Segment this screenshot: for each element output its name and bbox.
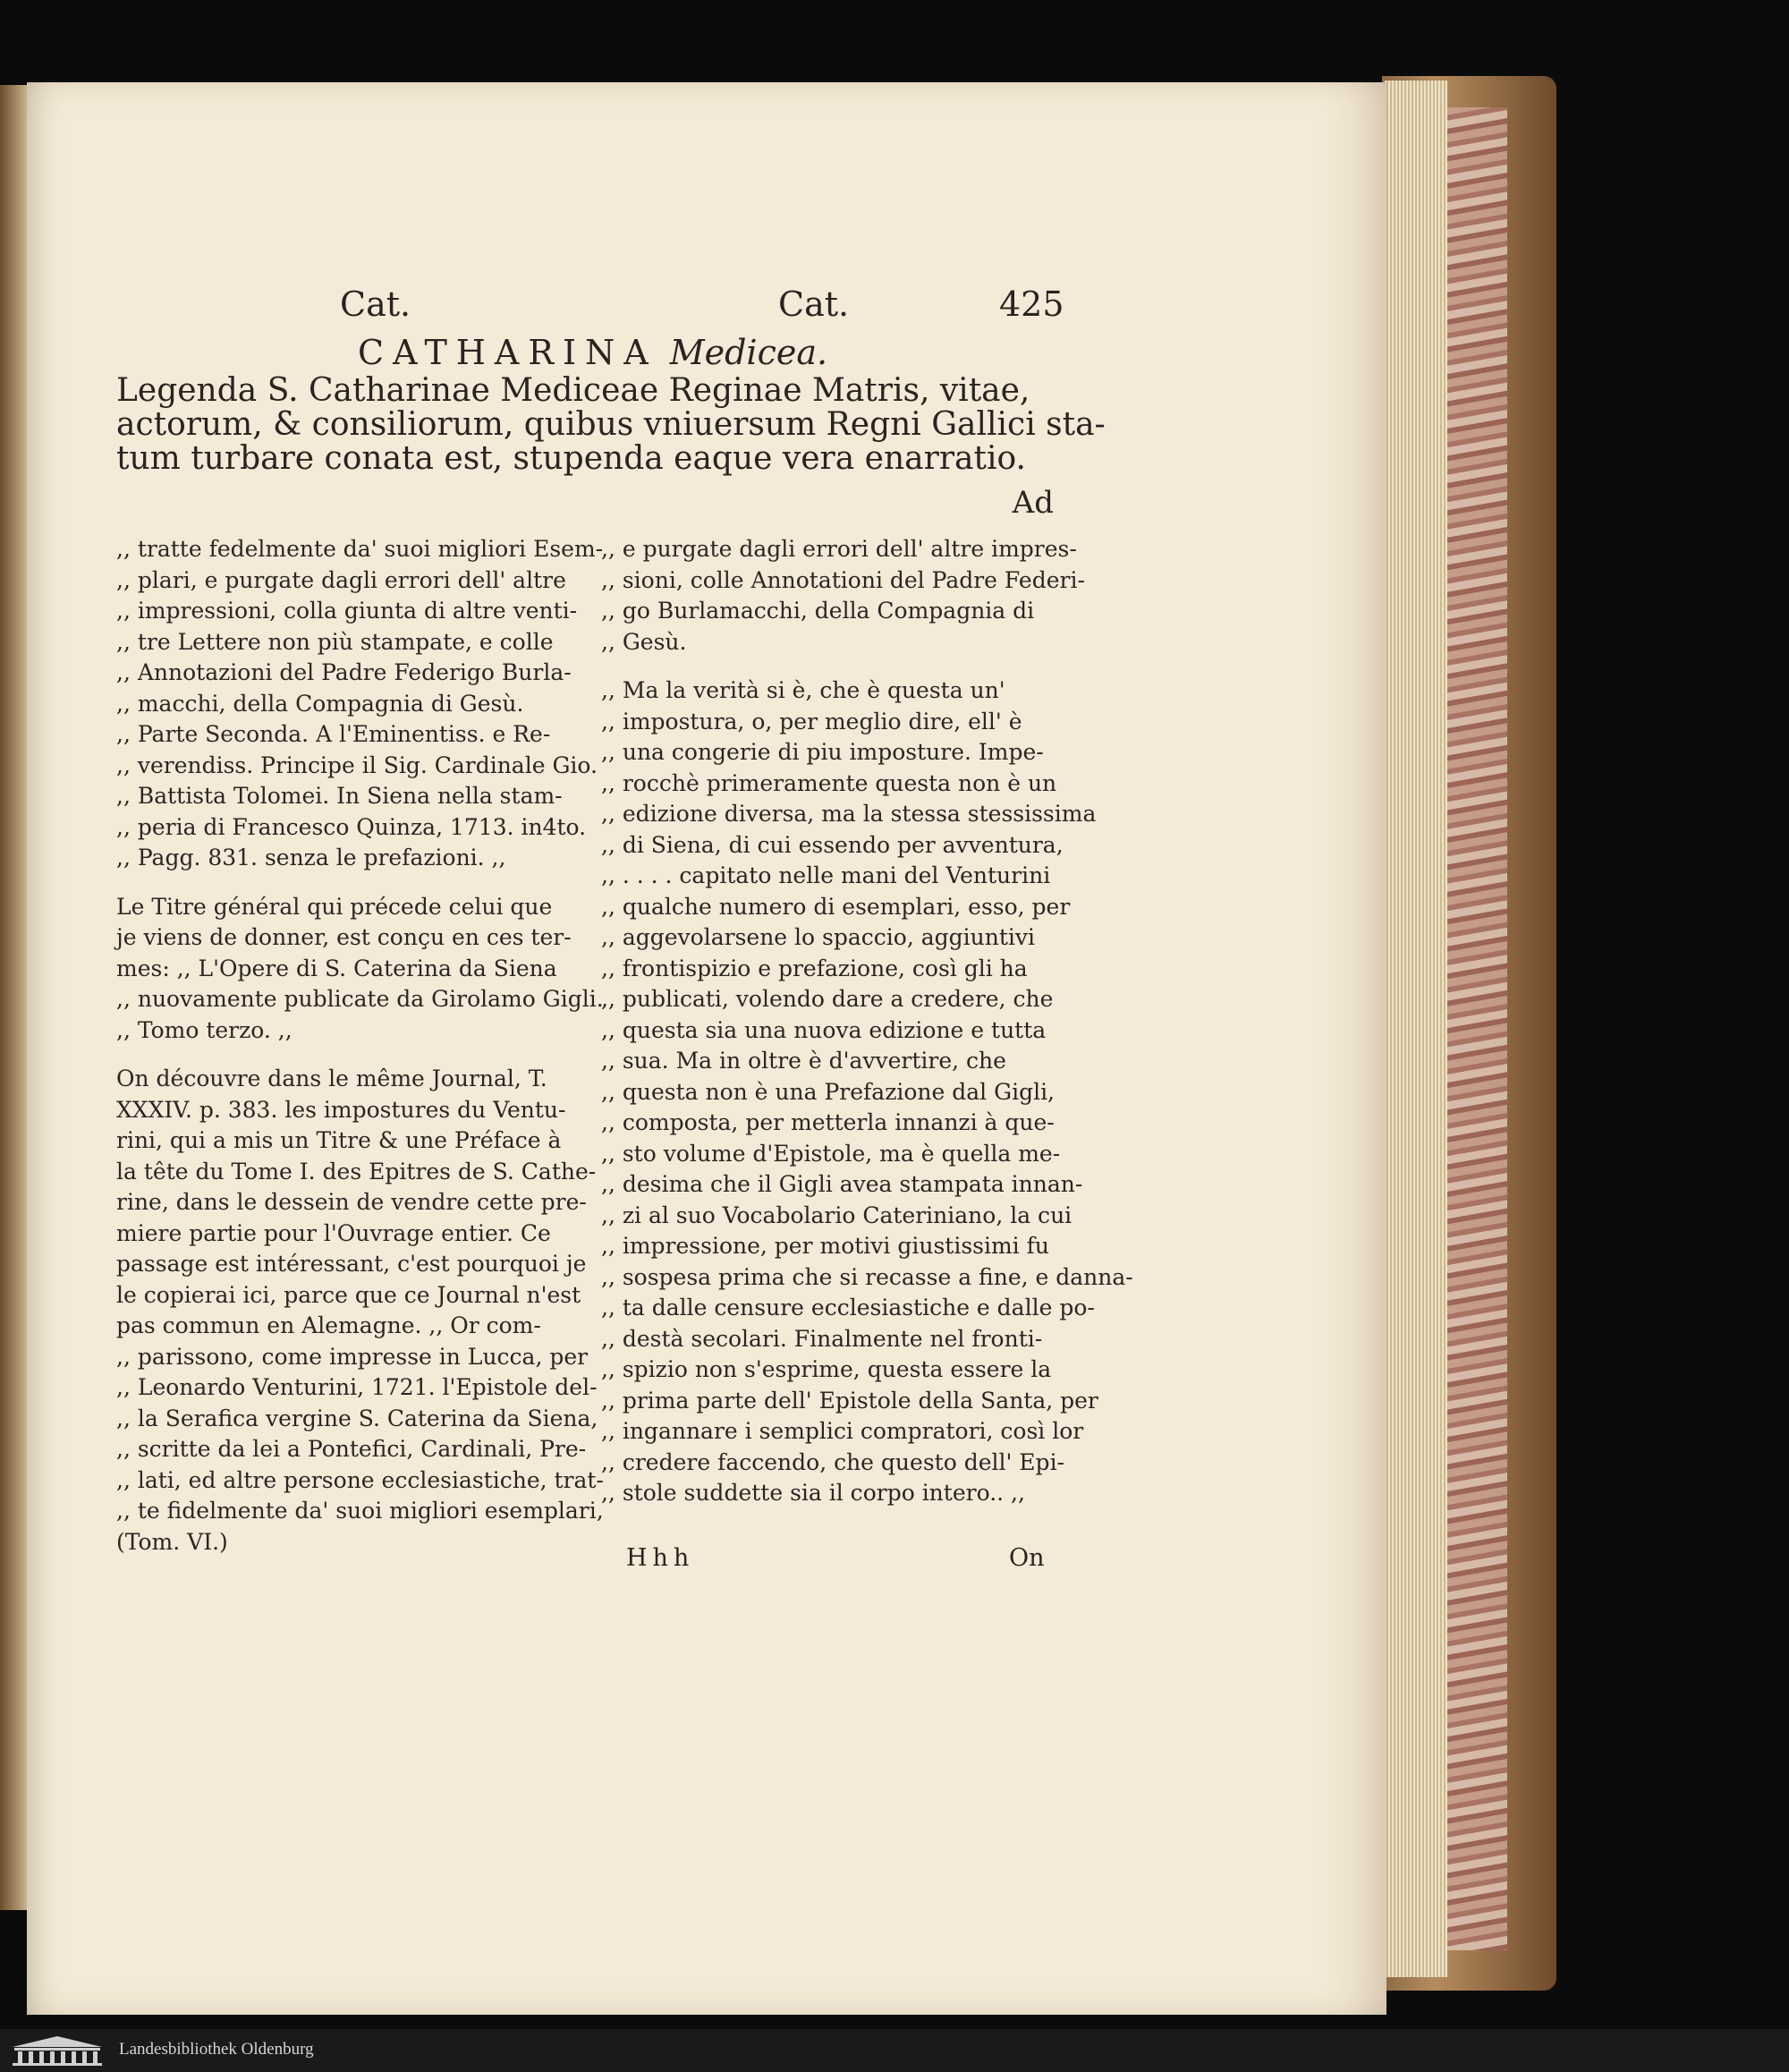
text-line: ,, . . . . capitato nelle mani del Venturini (601, 862, 1051, 888)
running-head-center: Cat. (778, 284, 850, 324)
text-line: ,, zi al suo Vocabolario Cateriniano, la cui (601, 1202, 1073, 1228)
text-line: ,, spizio non s'esprime, questa essere la (601, 1356, 1052, 1382)
text-line: ,, publicati, volendo dare a credere, che (601, 986, 1054, 1012)
paragraph-gap (116, 874, 568, 892)
library-footer-bar (0, 2029, 1789, 2072)
text-line: Le Titre général qui précede celui que (116, 893, 553, 920)
text-line: ,, Annotazioni del Padre Federigo Burla- (116, 659, 572, 685)
entry-title-italic: Medicea. (669, 333, 828, 372)
text-line: ,, sospesa prima che si recasse a fine, e danna- (601, 1263, 1133, 1290)
text-line: ,, qualche numero di esemplari, esso, per (601, 893, 1071, 920)
text-line: ,, desima che il Gigli avea stampata innan- (601, 1171, 1083, 1197)
text-line: ,, lati, ed altre persone ecclesiastiche, trat- (116, 1466, 604, 1493)
text-line: ,, go Burlamacchi, della Compagnia di (601, 598, 1035, 624)
text-line: ,, aggevolarsene lo spaccio, aggiuntivi (601, 924, 1035, 950)
text-line: ,, destà secolari. Finalmente nel fronti- (601, 1325, 1043, 1352)
text-line: la tête du Tome I. des Epitres de S. Cathe- (116, 1158, 597, 1185)
library-building-logo-icon (9, 2034, 106, 2067)
text-line: XXXIV. p. 383. les impostures du Ventu- (116, 1096, 566, 1123)
text-line: ,, una congerie di piu imposture. Impe- (601, 739, 1044, 765)
page-number: 425 (999, 284, 1064, 324)
text-line: ,, impressione, per motivi giustissimi fu (601, 1233, 1049, 1259)
text-line: ,, rocchè primeramente questa non è un (601, 769, 1057, 796)
text-line: ,, e purgate dagli errori dell' altre impres- (601, 536, 1077, 562)
text-line: ,, plari, e purgate dagli errori dell' altre (116, 566, 566, 593)
text-line: ,, la Serafica vergine S. Caterina da Siena, (116, 1405, 598, 1431)
text-line: ,, impressioni, colla giunta di altre venti- (116, 598, 578, 624)
text-line: ,, sioni, colle Annotationi del Padre Federi- (601, 566, 1085, 593)
library-name: Landesbibliothek Oldenburg (119, 2040, 314, 2059)
text-line: (Tom. VI.) (116, 1528, 228, 1555)
intro-catchword: Ad (1012, 485, 1054, 521)
right-column (601, 534, 1133, 1509)
text-line: mes: ,, L'Opere di S. Caterina da Siena (116, 955, 557, 981)
text-line: ,, questa sia una nuova edizione e tutta (601, 1016, 1047, 1043)
intro-line: actorum, & consiliorum, quibus vniuersum Regni Gallici sta- (116, 406, 1106, 443)
text-line: ,, sto volume d'Epistole, ma è quella me- (601, 1140, 1061, 1167)
text-line: rine, dans le dessein de vendre cette pre- (116, 1189, 587, 1215)
text-line: ,, ingannare i semplici compratori, così lor (601, 1418, 1084, 1444)
text-line: ,, sua. Ma in oltre è d'avvertire, che (601, 1048, 1006, 1074)
text-line: ,, te fidelmente da' suoi migliori esemplari, (116, 1498, 604, 1524)
entry-intro (116, 372, 1106, 477)
text-line: ,, Parte Seconda. A l'Eminentiss. e Re- (116, 721, 551, 747)
text-line: ,, parissono, come impresse in Lucca, per (116, 1343, 589, 1370)
text-line: ,, peria di Francesco Quinza, 1713. in4to. (116, 813, 587, 840)
paragraph-gap (116, 1046, 568, 1064)
book-left-edge (0, 85, 27, 1910)
text-line: ,, verendiss. Principe il Sig. Cardinale Gio. (116, 752, 598, 778)
paragraph-gap (601, 658, 1048, 675)
text-line: pas commun en Alemagne. ,, Or com- (116, 1312, 541, 1338)
text-line: ,, Ma la verità si è, che è questa un' (601, 677, 1005, 703)
entry-title (358, 333, 859, 372)
page-edges (1385, 81, 1447, 1977)
text-line: ,, di Siena, di cui essendo per avventura, (601, 831, 1064, 858)
text-line: ,, Tomo terzo. ,, (116, 1016, 293, 1043)
text-line: ,, edizione diversa, ma la stessa stessissima (601, 801, 1097, 827)
text-line: ,, impostura, o, per meglio dire, ell' è (601, 708, 1022, 735)
text-line: ,, Pagg. 831. senza le prefazioni. ,, (116, 845, 506, 870)
text-line: ,, tre Lettere non più stampate, e colle (116, 628, 554, 655)
intro-line: tum turbare conata est, stupenda eaque vera enarratio. (116, 440, 1026, 477)
marbled-edge (1445, 107, 1507, 1950)
entry-title-caps: CATHARINA (358, 333, 657, 372)
text-line: miere partie pour l'Ouvrage entier. Ce (116, 1219, 551, 1246)
text-line: ,, stole suddette sia il corpo intero.. ,, (601, 1480, 1025, 1506)
text-line: rini, qui a mis un Titre & une Préface à (116, 1127, 562, 1153)
text-line: On découvre dans le même Journal, T. (116, 1066, 547, 1091)
text-line: ,, prima parte dell' Epistole della Santa, per (601, 1387, 1098, 1414)
text-line: passage est intéressant, c'est pourquoi je (116, 1251, 587, 1277)
text-line: ,, nuovamente publicate da Girolamo Gigli. (116, 986, 604, 1012)
text-line: ,, composta, per metterla innanzi à que- (601, 1109, 1055, 1135)
text-line: ,, ta dalle censure ecclesiastiche e dalle po- (601, 1295, 1095, 1320)
left-column (116, 534, 604, 1558)
text-line: ,, Leonardo Venturini, 1721. l'Epistole del- (116, 1374, 598, 1400)
text-line: ,, tratte fedelmente da' suoi migliori Esem- (116, 536, 604, 562)
text-line: ,, frontispizio e prefazione, così gli ha (601, 955, 1028, 981)
text-line: ,, questa non è una Prefazione dal Gigli, (601, 1078, 1056, 1105)
text-line: le copierai ici, parce que ce Journal n'est (116, 1281, 581, 1308)
text-line: ,, Battista Tolomei. In Siena nella stam- (116, 783, 563, 809)
running-head-left: Cat. (340, 284, 411, 324)
text-line: ,, scritte da lei a Pontefici, Cardinali, Pre- (116, 1436, 587, 1462)
signature-mark: Hhh (626, 1544, 695, 1572)
catchword: On (1009, 1544, 1045, 1572)
text-line: ,, Gesù. (601, 628, 687, 655)
text-line: ,, credere faccendo, che questo dell' Epi- (601, 1448, 1065, 1475)
intro-line: Legenda S. Catharinae Mediceae Reginae Matris, vitae, (116, 372, 1030, 409)
text-line: ,, macchi, della Compagnia di Gesù. (116, 690, 524, 717)
text-line: je viens de donner, est conçu en ces ter- (116, 924, 572, 950)
